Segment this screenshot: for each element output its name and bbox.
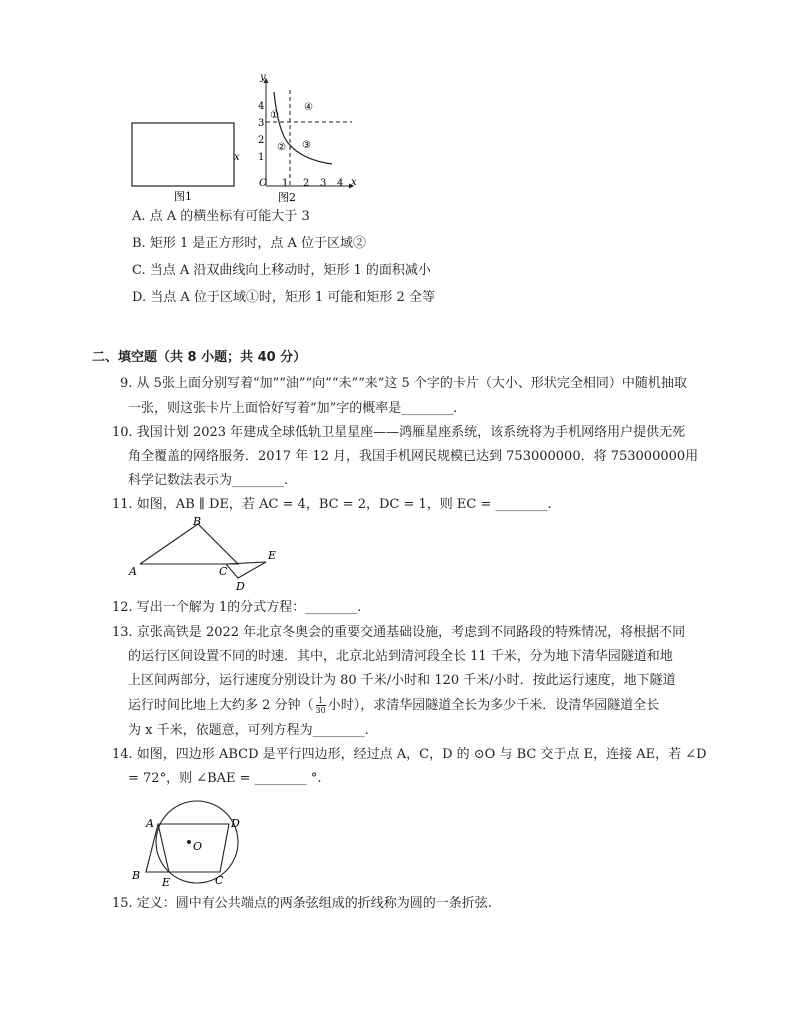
x-tick-3: 3 [320, 178, 327, 189]
q10-line-3: 科学记数法表示为________. [128, 473, 289, 488]
fraction-denominator: 30 [315, 706, 326, 715]
q14-figure [126, 798, 256, 890]
section-heading: 二、填空题（共 8 小题；共 40 分） [92, 350, 307, 365]
q13-line-4 [128, 696, 659, 715]
rectangle-shape [132, 123, 234, 186]
q13-line-5: 为 x 千米，依题意，可列方程为________. [128, 723, 369, 738]
q11-label-c: C [219, 565, 228, 578]
x-tick-1: 1 [282, 178, 289, 189]
region-4: ④ [304, 102, 313, 113]
hyperbola-curve [274, 92, 332, 164]
q12-line-1: 12. 写出一个解为 1的分式方程：________. [112, 600, 362, 615]
figure-2-hyperbola [252, 68, 362, 204]
q9-line-2: 一张，则这张卡片上面恰好写着“加”字的概率是________. [128, 401, 458, 416]
q13-line-3: 上区间两部分，运行速度分别设计为 80 千米/小时和 120 千米/小时．按此运行速度，地下隧道 [128, 673, 676, 688]
parallelogram-abcd [146, 824, 229, 872]
q11-label-b: B [193, 515, 202, 528]
figure-1-rectangle [128, 72, 243, 202]
fraction-one-thirtieth [316, 696, 326, 715]
region-3: ③ [302, 140, 311, 151]
x-axis-label: x [351, 177, 357, 188]
center-point-o [187, 840, 191, 844]
q8-option-b: B. 矩形 1 是正方形时，点 A 位于区域② [132, 236, 367, 251]
y-tick-3: 3 [258, 118, 265, 129]
fraction-numerator: 1 [316, 696, 326, 706]
q8-option-c: C. 当点 A 沿双曲线向上移动时，矩形 1 的面积减小 [132, 263, 431, 278]
q15-line-1: 15. 定义：圆中有公共端点的两条弦组成的折线称为圆的一条折弦. [112, 896, 492, 911]
q14-label-o: O [193, 840, 203, 853]
y-tick-4: 4 [258, 101, 265, 112]
y-tick-2: 2 [258, 135, 265, 146]
q14-label-e: E [162, 876, 171, 889]
y-axis-label: y [260, 72, 266, 83]
q11-label-d: D [236, 580, 245, 593]
q11-label-e: E [268, 549, 277, 562]
q11-label-a: A [129, 565, 137, 578]
q10-line-1: 10. 我国计划 2023 年建成全球低轨卫星星座——鸿雁星座系统，该系统将为手机网络用户提供无死 [112, 425, 686, 440]
q8-option-a: A. 点 A 的横坐标有可能大于 3 [132, 209, 310, 224]
q11-line-1: 11. 如图，AB ∥ DE，若 AC = 4，BC = 2，DC = 1，则 EC = ________. [112, 497, 552, 512]
fig2-caption: 图2 [278, 191, 296, 204]
fig1-caption: 图1 [174, 190, 192, 202]
origin-label: O [259, 178, 268, 189]
q14-label-c: C [215, 874, 224, 887]
x-tick-4: 4 [337, 178, 344, 189]
q14-line-2: = 72°，则 ∠BAE = ________ °. [128, 771, 322, 786]
region-1: ① [270, 110, 279, 121]
triangle-abc [140, 524, 238, 564]
region-2: ② [277, 142, 286, 153]
q11-figure [126, 514, 286, 594]
q14-line-1: 14. 如图，四边形 ABCD 是平行四边形，经过点 A，C，D 的 ⊙O 与 BC 交于点 E，连接 AE，若 ∠D [112, 747, 707, 762]
q9-line-1: 9. 从 5张上面分别写着“加”“油”“向”“未”“来”这 5 个字的卡片（大小、形状完全相同）中随机抽取 [120, 376, 687, 391]
x-tick-2: 2 [303, 178, 310, 189]
q13-line-2: 的运行区间设置不同的时速．其中，北京北站到清河段全长 11 千米，分为地下清华园隧道和地 [128, 649, 673, 664]
y-tick-1: 1 [258, 152, 265, 163]
q14-label-a: A [146, 817, 154, 830]
q10-line-2: 角全覆盖的网络服务．2017 年 12 月，我国手机网民规模已达到 753000000．将 753000000用 [128, 449, 699, 464]
fig1-side-label: x [234, 152, 240, 163]
q13-line-1: 13. 京张高铁是 2022 年北京冬奥会的重要交通基础设施，考虑到不同路段的特殊情况，将根据不同 [112, 625, 686, 640]
q14-label-b: B [132, 869, 141, 882]
q13-line-4-part-a: 运行时间比地上大约多 2 分钟（ [128, 698, 314, 713]
q14-label-d: D [231, 817, 240, 830]
q13-line-4-part-b: 小时），求清华园隧道全长为多少千米．设清华园隧道全长 [327, 698, 660, 713]
q8-option-d: D. 当点 A 位于区域①时，矩形 1 可能和矩形 2 全等 [132, 290, 435, 305]
